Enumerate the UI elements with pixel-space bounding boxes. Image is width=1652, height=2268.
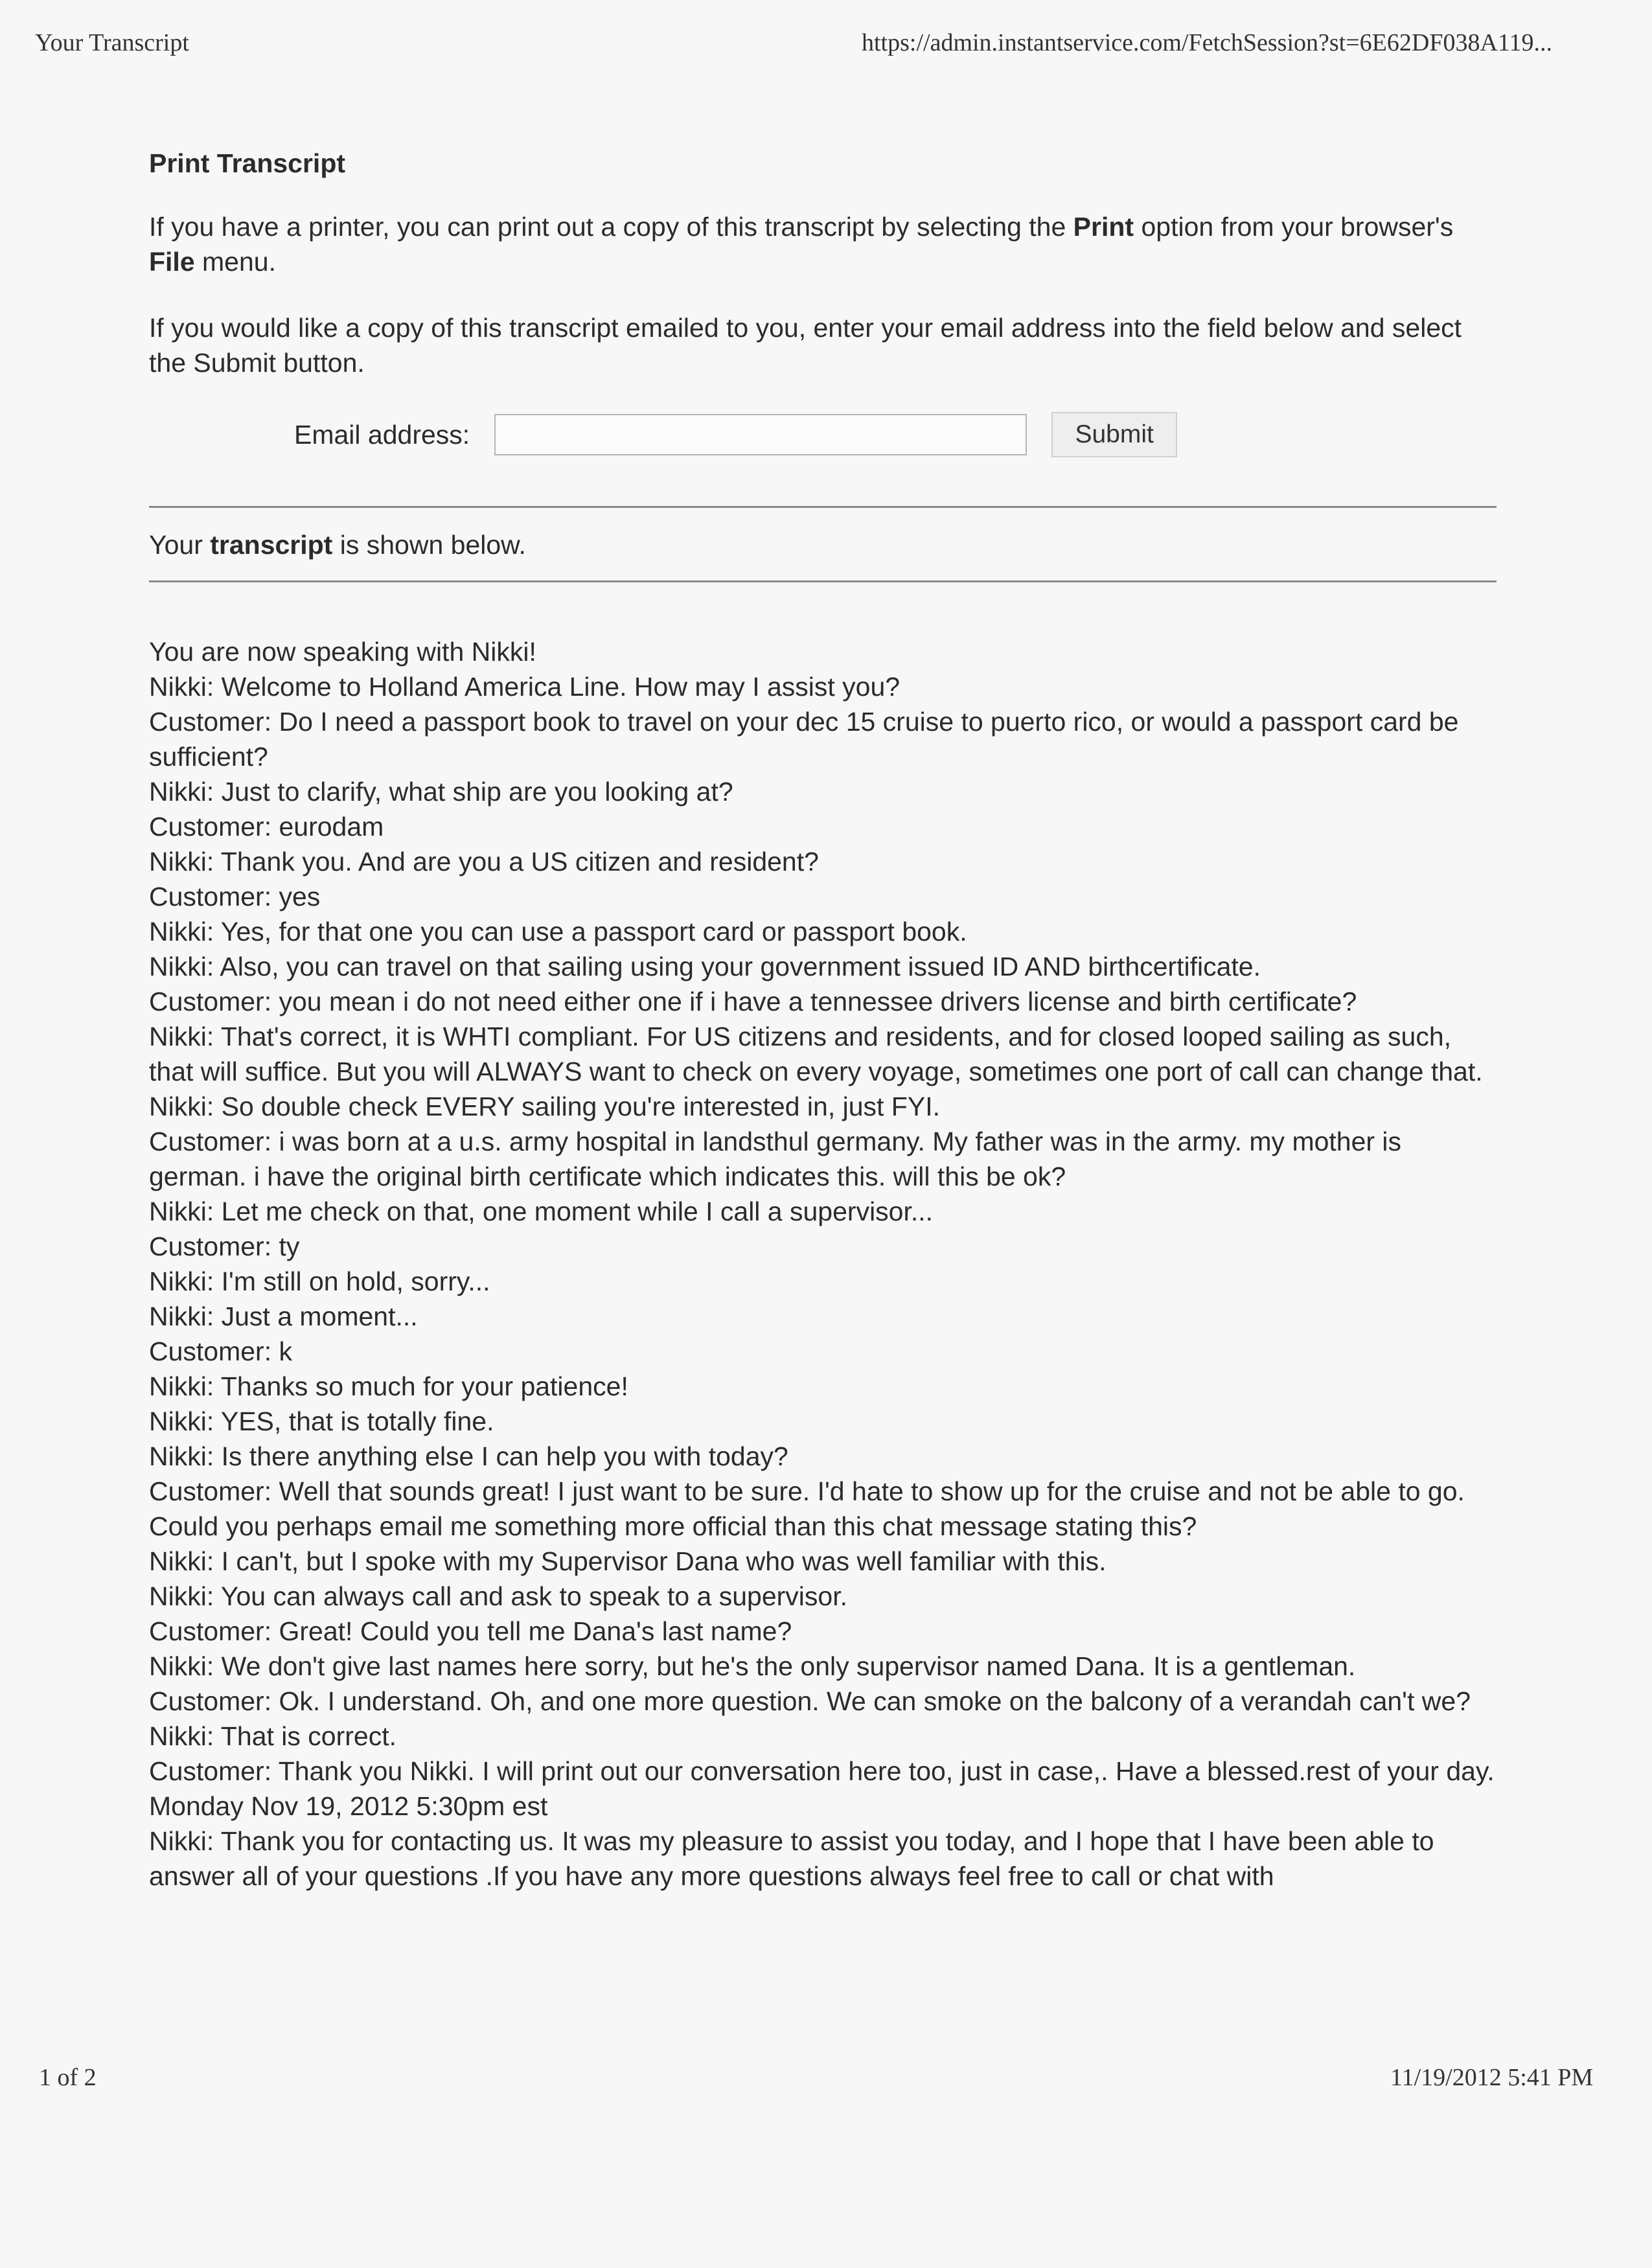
transcript-line: Nikki: Welcome to Holland America Line. How may I assist you?: [149, 672, 901, 702]
print-header-url: https://admin.instantservice.com/FetchSession?st=6E62DF038A119...: [862, 29, 1552, 56]
divider-bottom: [149, 580, 1497, 582]
transcript-line: Nikki: You can always call and ask to speak to a supervisor.: [149, 1581, 847, 1611]
transcript-line: Nikki: I'm still on hold, sorry...: [149, 1266, 490, 1296]
transcript-intro-suffix: is shown below.: [332, 530, 526, 560]
file-keyword: File: [149, 247, 195, 277]
transcript-line: Customer: Great! Could you tell me Dana's last name?: [149, 1616, 792, 1646]
page-content: [149, 146, 1497, 1894]
transcript-line: Customer: Thank you Nikki. I will print out our conversation here too, just in case,. Have a blessed.rest of your day. Monday Nov 19, 2012 5:30pm est: [149, 1756, 1495, 1821]
divider-top: [149, 506, 1497, 508]
transcript-body: [149, 634, 1497, 1894]
transcript-line: Nikki: Yes, for that one you can use a passport card or passport book.: [149, 917, 967, 946]
transcript-line: Customer: eurodam: [149, 812, 384, 842]
page-title: Print Transcript: [149, 148, 346, 178]
print-timestamp: 11/19/2012 5:41 PM: [1390, 2064, 1594, 2091]
print-instructions-text-1: If you have a printer, you can print out a copy of this transcript by selecting the: [149, 212, 1073, 242]
transcript-line: Nikki: We don't give last names here sorry, but he's the only supervisor named Dana. It is a gentleman.: [149, 1651, 1356, 1681]
transcript-line: Customer: i was born at a u.s. army hospital in landsthul germany. My father was in the army. my mother is german. i have the original birth certificate which indicates this. will this be ok?: [149, 1127, 1402, 1191]
transcript-line: Customer: you mean i do not need either one if i have a tennessee drivers license and birth certificate?: [149, 987, 1357, 1016]
transcript-line: Customer: Well that sounds great! I just want to be sure. I'd hate to show up for the cruise and not be able to go. Could you perhaps email me something more official than this chat message stating this?: [149, 1476, 1465, 1541]
transcript-line: Nikki: I can't, but I spoke with my Supervisor Dana who was well familiar with this.: [149, 1546, 1107, 1576]
print-instructions: [149, 209, 1471, 279]
transcript-line: Nikki: YES, that is totally fine.: [149, 1406, 494, 1436]
transcript-line: Nikki: Thank you. And are you a US citizen and resident?: [149, 847, 819, 876]
transcript-line: Customer: ty: [149, 1231, 300, 1261]
print-instructions-text-2: option from your browser's: [1134, 212, 1454, 242]
email-form: [294, 411, 1497, 458]
transcript-line: Customer: Do I need a passport book to travel on your dec 15 cruise to puerto rico, or would a passport card be sufficient?: [149, 707, 1459, 772]
transcript-line: Nikki: Thanks so much for your patience!: [149, 1371, 628, 1401]
transcript-intro-bold: transcript: [210, 530, 333, 560]
transcript-intro-prefix: Your: [149, 530, 211, 560]
transcript-line: Nikki: Just to clarify, what ship are you looking at?: [149, 777, 733, 807]
transcript-line: Nikki: So double check EVERY sailing you're interested in, just FYI.: [149, 1092, 940, 1121]
print-instructions-text-3: menu.: [194, 247, 276, 277]
transcript-line: You are now speaking with Nikki!: [149, 637, 536, 667]
transcript-line: Customer: Ok. I understand. Oh, and one more question. We can smoke on the balcony of a verandah can't we?: [149, 1686, 1471, 1716]
transcript-line: Nikki: That is correct.: [149, 1721, 396, 1751]
transcript-line: Nikki: That's correct, it is WHTI compliant. For US citizens and residents, and for closed looped sailing as such, that will suffice. But you will ALWAYS want to check on every voyage, sometimes one port of call can change that.: [149, 1022, 1483, 1086]
transcript-line: Nikki: Also, you can travel on that sailing using your government issued ID AND birthcertificate.: [149, 952, 1261, 981]
transcript-line: Nikki: Let me check on that, one moment while I call a supervisor...: [149, 1197, 934, 1226]
email-instructions: If you would like a copy of this transcript emailed to you, enter your email address into the field below and select the Submit button.: [149, 313, 1462, 378]
transcript-intro: [149, 527, 1497, 562]
submit-button[interactable]: Submit: [1051, 412, 1177, 457]
transcript-line: Customer: yes: [149, 882, 321, 911]
print-header-title: Your Transcript: [35, 29, 189, 56]
email-label: Email address:: [294, 420, 470, 450]
transcript-line: Nikki: Just a moment...: [149, 1301, 418, 1331]
page-number: 1 of 2: [39, 2064, 97, 2091]
transcript-line: Customer: k: [149, 1336, 292, 1366]
transcript-line: Nikki: Thank you for contacting us. It was my pleasure to assist you today, and I hope that I have been able to answer all of your questions .If you have any more questions always feel free to call or chat with: [149, 1826, 1434, 1891]
email-input[interactable]: [494, 414, 1027, 455]
transcript-line: Nikki: Is there anything else I can help you with today?: [149, 1441, 788, 1471]
print-keyword: Print: [1073, 212, 1134, 242]
